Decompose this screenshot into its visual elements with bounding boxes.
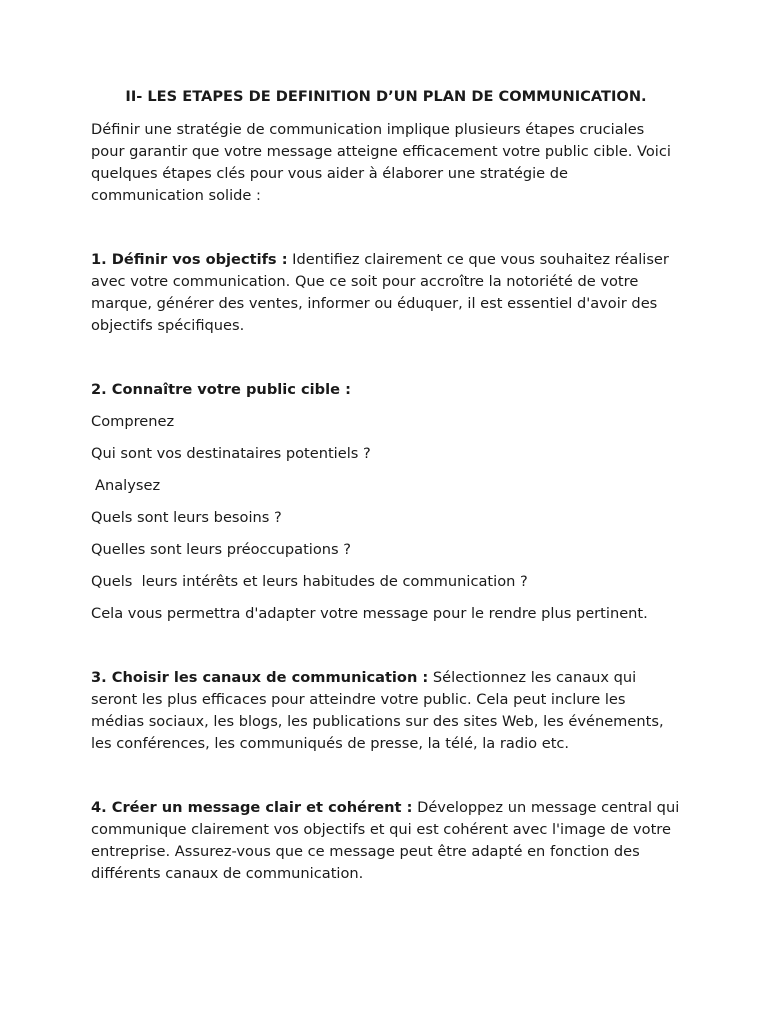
section-3-heading: 3. Choisir les canaux de communication :	[91, 669, 429, 686]
section-2-line: Quels sont leurs besoins ?	[91, 509, 282, 526]
document-content	[91, 86, 681, 927]
page-title: II- LES ETAPES DE DEFINITION D’UN PLAN DE COMMUNICATION.	[125, 88, 647, 105]
section-1	[91, 249, 681, 337]
section-3	[91, 667, 681, 755]
section-4-heading: 4. Créer un message clair et cohérent :	[91, 799, 413, 816]
section-1-body: Identifiez clairement ce que vous souhaitez réaliser avec votre communication. Que ce soit pour accroître la notoriété de votre marque, générer des ventes, informer ou éduquer, il est essentiel d'avoir des objectifs spécifiques.	[91, 251, 669, 334]
section-4	[91, 797, 681, 885]
section-2-heading: 2. Connaître votre public cible :	[91, 381, 351, 398]
section-2-line: Cela vous permettra d'adapter votre message pour le rendre plus pertinent.	[91, 605, 648, 622]
section-2-line: Analysez	[95, 477, 161, 494]
section-2-line: Qui sont vos destinataires potentiels ?	[91, 445, 371, 462]
section-2	[91, 379, 681, 625]
section-2-line: Quelles sont leurs préoccupations ?	[91, 541, 352, 558]
section-2-line: Quels leurs intérêts et leurs habitudes de communication ?	[91, 573, 528, 590]
intro-paragraph: Définir une stratégie de communication implique plusieurs étapes cruciales pour garantir que votre message atteigne efficacement votre public cible. Voici quelques étapes clés pour vous aider à élaborer une stratégie de communication solide :	[91, 121, 671, 204]
section-1-heading: 1. Définir vos objectifs :	[91, 251, 288, 268]
section-2-line: Comprenez	[91, 413, 175, 430]
section-3-body: Sélectionnez les canaux qui seront les plus efficaces pour atteindre votre public. Cela peut inclure les médias sociaux, les blogs, les publications sur des sites Web, les événements, les conférences, les communiqués de presse, la télé, la radio etc.	[91, 669, 664, 752]
section-4-body: Développez un message central qui communique clairement vos objectifs et qui est cohérent avec l'image de votre entreprise. Assurez-vous que ce message peut être adapté en fonction des différents canaux de communication.	[91, 799, 680, 882]
